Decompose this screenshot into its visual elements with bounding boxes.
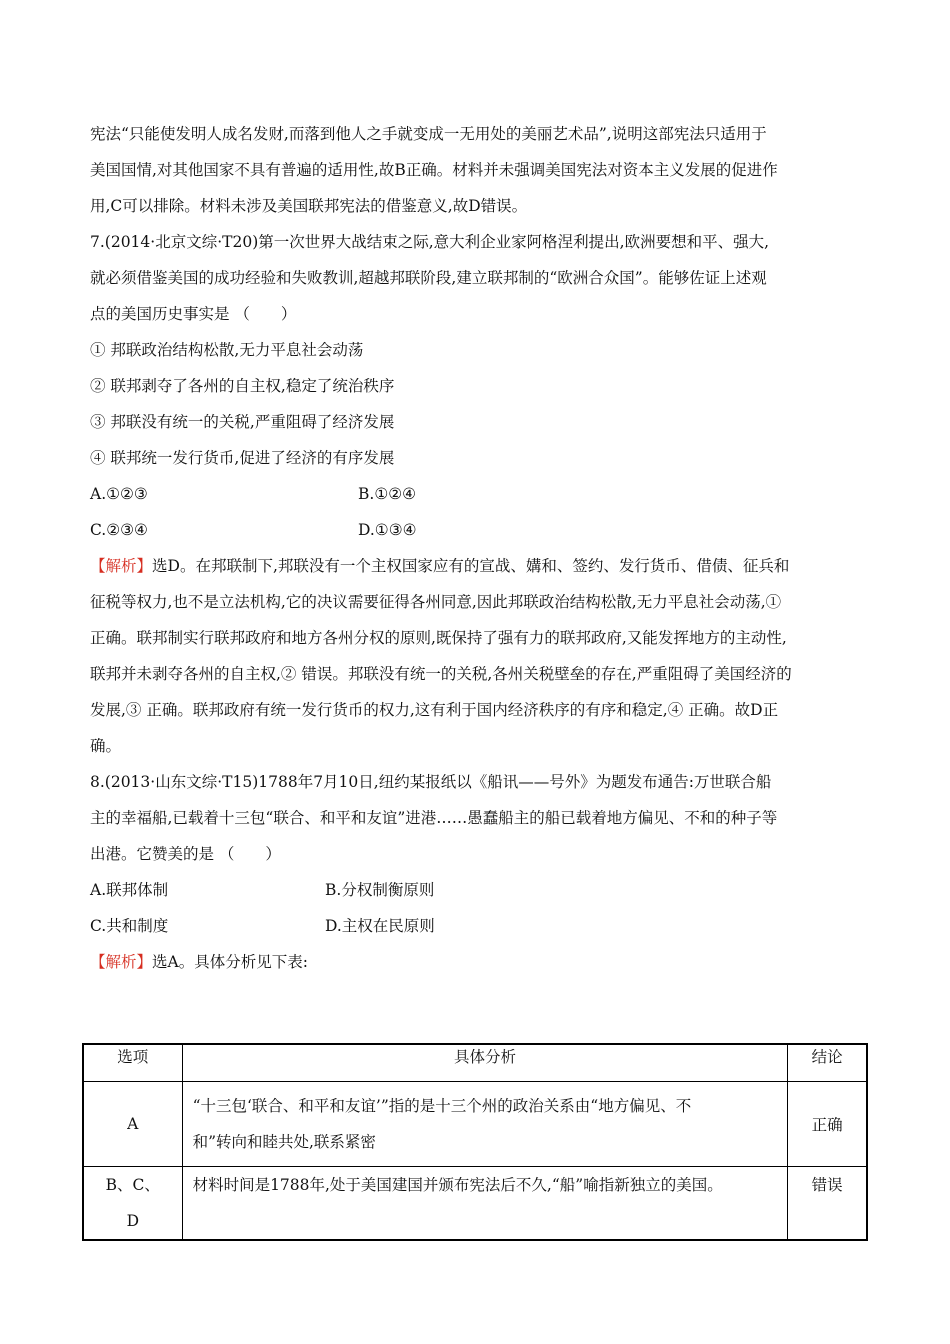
q7-option-d: D.①③④ — [358, 521, 417, 539]
row-analysis-line: 和”转向和睦共处,联系紧密 — [192, 1133, 376, 1151]
q7-analysis-line: 正确。联邦制实行联邦政府和地方各州分权的原则,既保持了强有力的联邦政府,又能发挥地方的主动性, — [90, 629, 787, 647]
header-analysis: 具体分析 — [182, 1044, 788, 1082]
q7-analysis-line: 联邦并未剥夺各州的自主权,② 错误。邦联没有统一的关税,各州关税壁垒的存在,严重阻碍了美国经济的 — [90, 665, 792, 683]
q7-options-row-2 — [90, 512, 865, 548]
row-analysis — [182, 1082, 788, 1167]
q7-statement-2: ② 联邦剥夺了各州的自主权,稳定了统治秩序 — [90, 377, 395, 395]
header-option: 选项 — [83, 1044, 182, 1082]
q8-stem-line: 8.(2013·山东文综·T15)1788年7月10日,纽约某报纸以《船讯——号外》为题发布通告:万世联合船 — [90, 773, 772, 791]
q7-statement-4: ④ 联邦统一发行货币,促进了经济的有序发展 — [90, 449, 395, 467]
q8-option-d: D.主权在民原则 — [325, 917, 435, 935]
q8-analysis-first-line — [90, 944, 865, 980]
q7-options-row-1 — [90, 476, 865, 512]
q7-stem-line: 7.(2014·北京文综·T20)第一次世界大战结束之际,意大利企业家阿格涅利提出,欧洲要想和平、强大, — [90, 233, 770, 251]
q8-stem-line: 主的幸福船,已载着十三包“联合、和平和友谊”进港……愚蠢船主的船已载着地方偏见、不和的种子等 — [90, 809, 778, 827]
row-option-line: B、C、 — [105, 1176, 160, 1194]
table-row — [83, 1082, 867, 1167]
q7-statement-1: ① 邦联政治结构松散,无力平息社会动荡 — [90, 341, 364, 359]
q8-analysis-tag: 【解析】 — [90, 953, 153, 971]
row-analysis-line: 材料时间是1788年,处于美国建国并颁布宪法后不久,“船”喻指新独立的美国。 — [192, 1176, 723, 1194]
q7-analysis-text: 选D。在邦联制下,邦联没有一个主权国家应有的宣战、媾和、签约、发行货币、借债、征兵和 — [152, 557, 790, 575]
analysis-table — [82, 1043, 868, 1241]
q7-statement-3: ③ 邦联没有统一的关税,严重阻碍了经济发展 — [90, 413, 395, 431]
row-conclusion: 正确 — [788, 1082, 867, 1167]
q8-options-row-1 — [90, 872, 865, 908]
q7-option-b: B.①②④ — [358, 485, 417, 503]
q8-analysis-text: 选A。具体分析见下表: — [152, 953, 308, 971]
q8-option-a: A.联邦体制 — [90, 881, 169, 899]
row-option-line: D — [126, 1212, 139, 1230]
q8-stem-line: 出港。它赞美的是 （ ） — [90, 845, 281, 863]
q7-analysis-line: 确。 — [90, 737, 122, 755]
table-row — [83, 1167, 867, 1241]
q8-options-row-2 — [90, 908, 865, 944]
document-body — [90, 116, 865, 980]
continuation-line: 用,C可以排除。材料未涉及美国联邦宪法的借鉴意义,故D错误。 — [90, 197, 528, 215]
q7-option-c: C.②③④ — [90, 521, 148, 539]
q7-analysis-first-line — [90, 548, 865, 584]
row-analysis-line: “十三包‘联合、和平和友谊’”指的是十三个州的政治关系由“地方偏见、不 — [192, 1097, 692, 1115]
q8-option-b: B.分权制衡原则 — [325, 881, 435, 899]
row-option: A — [83, 1082, 182, 1167]
q8-option-c: C.共和制度 — [90, 917, 169, 935]
header-conclusion: 结论 — [788, 1044, 867, 1082]
row-option — [83, 1167, 182, 1241]
continuation-line: 美国国情,对其他国家不具有普遍的适用性,故B正确。材料并未强调美国宪法对资本主义发展的促进作 — [90, 161, 778, 179]
table-header-row — [83, 1044, 867, 1082]
continuation-line: 宪法“只能使发明人成名发财,而落到他人之手就变成一无用处的美丽艺术品”,说明这部宪法只适用于 — [90, 125, 767, 143]
row-conclusion — [788, 1167, 867, 1241]
q7-analysis-line: 征税等权力,也不是立法机构,它的决议需要征得各州同意,因此邦联政治结构松散,无力平息社会动荡,① — [90, 593, 782, 611]
q7-analysis-line: 发展,③ 正确。联邦政府有统一发行货币的权力,这有利于国内经济秩序的有序和稳定,④ 正确。故D正 — [90, 701, 779, 719]
row-conclusion-text: 错误 — [811, 1176, 843, 1194]
q7-option-a: A.①②③ — [90, 485, 148, 503]
q7-stem-line: 就必须借鉴美国的成功经验和失败教训,超越邦联阶段,建立联邦制的“欧洲合众国”。能够佐证上述观 — [90, 269, 767, 287]
row-analysis — [182, 1167, 788, 1241]
q7-stem-line: 点的美国历史事实是 （ ） — [90, 305, 297, 323]
q7-analysis-tag: 【解析】 — [90, 557, 153, 575]
